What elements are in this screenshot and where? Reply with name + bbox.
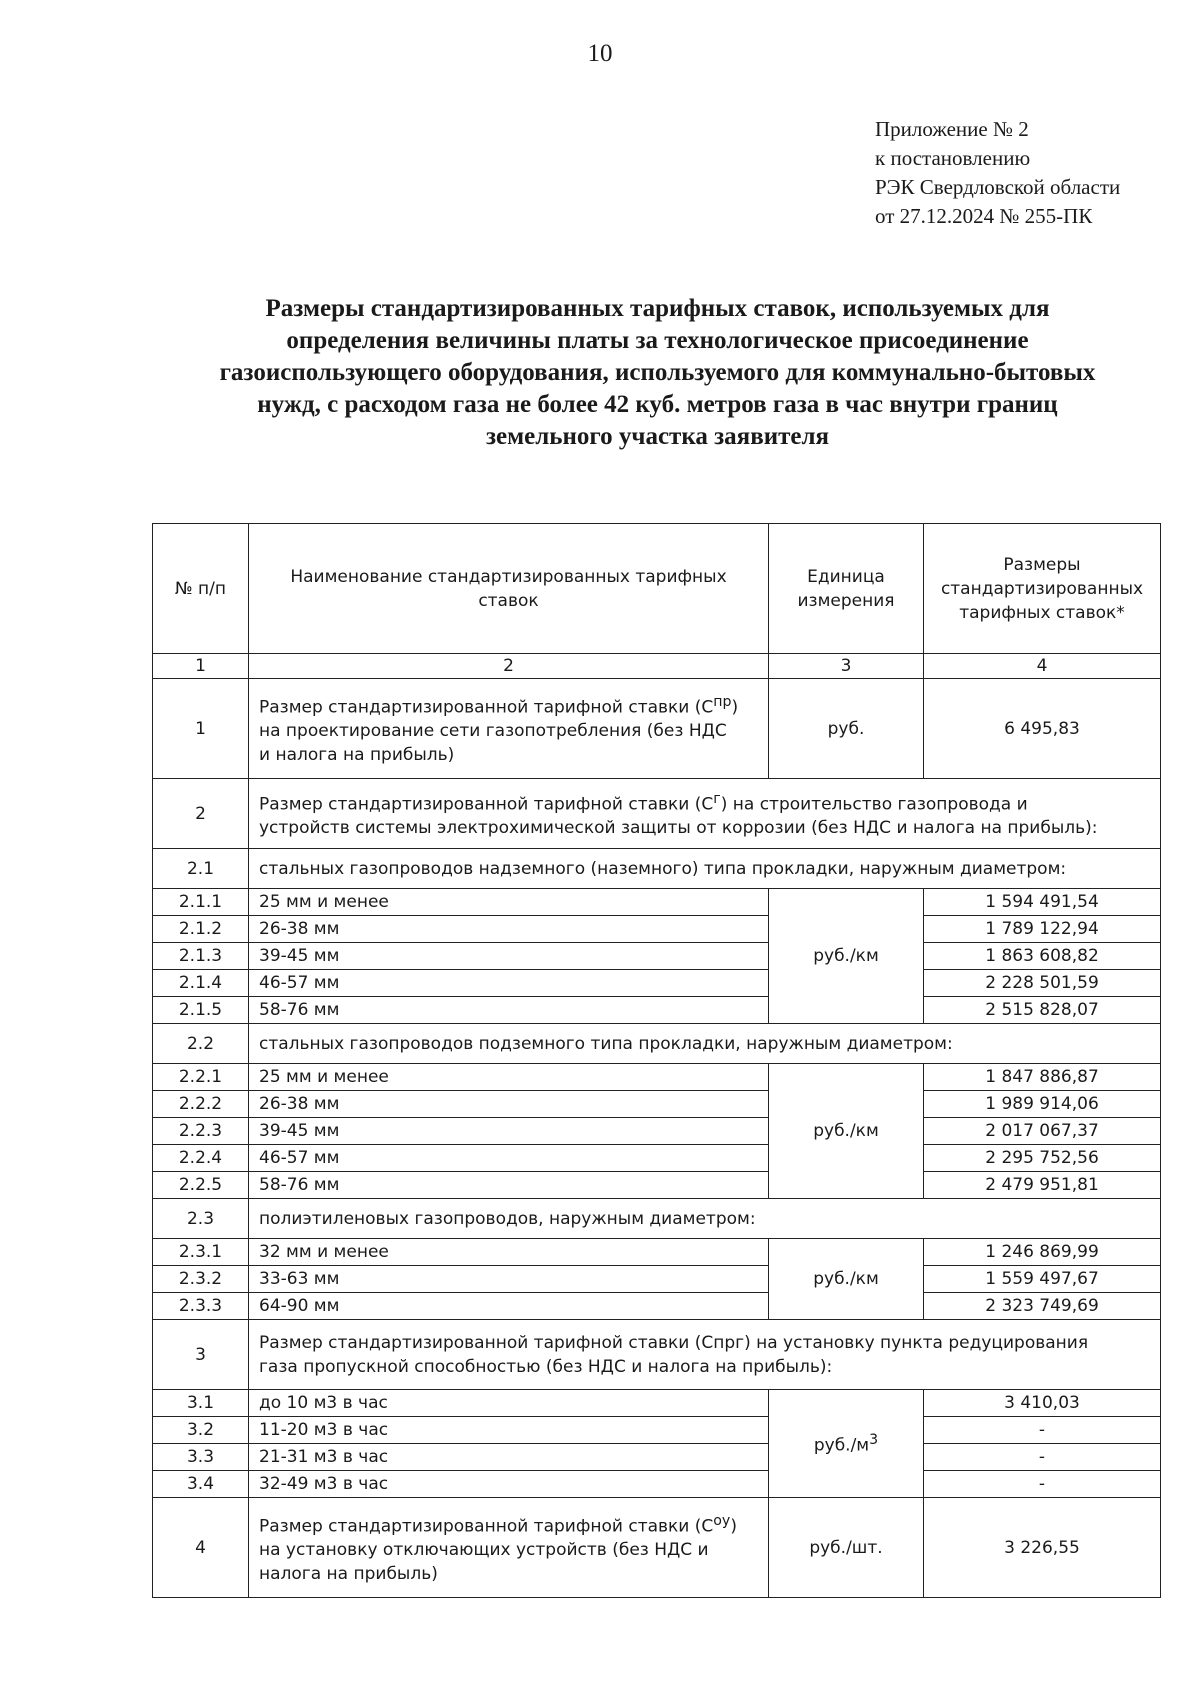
row-value: - [924, 1471, 1161, 1498]
title-line: земельного участка заявителя [485, 423, 830, 450]
row-number: 2.1.5 [153, 997, 249, 1024]
row-number: 2.2.1 [153, 1064, 249, 1091]
section-row [153, 779, 1161, 849]
row-number: 2.2.2 [153, 1091, 249, 1118]
subsection-row [153, 1024, 1161, 1064]
subsection-row [153, 1199, 1161, 1239]
row-number: 2.1.4 [153, 970, 249, 997]
row-value: 1 246 869,99 [924, 1239, 1161, 1266]
row-description: 25 мм и менее [249, 889, 769, 916]
row-number: 2 [153, 779, 249, 849]
column-index: 1 [153, 654, 249, 679]
column-index: 3 [769, 654, 924, 679]
row-value: 2 515 828,07 [924, 997, 1161, 1024]
row-value: 1 789 122,94 [924, 916, 1161, 943]
row-value: 6 495,83 [924, 679, 1161, 779]
appendix-line: РЭК Свердловской области [875, 175, 1121, 199]
row-number: 2.2.5 [153, 1172, 249, 1199]
row-unit: руб./шт. [769, 1498, 924, 1598]
row-description: 33-63 мм [249, 1266, 769, 1293]
table-row [153, 1091, 1161, 1118]
subsection-row [153, 849, 1161, 889]
row-value: 2 228 501,59 [924, 970, 1161, 997]
tariff-table [152, 523, 1161, 1598]
row-value: 1 847 886,87 [924, 1064, 1161, 1091]
row-number: 1 [153, 679, 249, 779]
table-row [153, 1498, 1161, 1598]
section-description: Размер стандартизированной тарифной ставки $(С^г)$ на строительство газопровода и устройств системы электрохимической защиты от коррозии (без НДС и налога на прибыль): [249, 779, 1161, 849]
row-value: - [924, 1444, 1161, 1471]
header-name: Наименование стандартизированных тарифных ставок [249, 524, 769, 654]
table-header-row [153, 524, 1161, 654]
row-value: 2 323 749,69 [924, 1293, 1161, 1320]
row-description: 21-31 м3 в час [249, 1444, 769, 1471]
table-row [153, 943, 1161, 970]
row-description: 58-76 мм [249, 1172, 769, 1199]
subsection-description: стальных газопроводов подземного типа прокладки, наружным диаметром: [249, 1024, 1161, 1064]
row-description: 46-57 мм [249, 1145, 769, 1172]
header-value: Размеры стандартизированных тарифных ставок* [924, 524, 1161, 654]
table-row [153, 1064, 1161, 1091]
column-index: 4 [924, 654, 1161, 679]
row-number: 2.2.4 [153, 1145, 249, 1172]
appendix-block [875, 115, 1120, 231]
row-description: Размер стандартизированной тарифной ставки $(С^{пр})$ на проектирование сети газопотребления (без НДС и налога на прибыль) [249, 679, 769, 779]
table-row [153, 970, 1161, 997]
row-number: 2.1 [153, 849, 249, 889]
row-description: 26-38 мм [249, 916, 769, 943]
row-value: 3 410,03 [924, 1390, 1161, 1417]
group-unit: $руб./м^3$ [769, 1390, 924, 1498]
row-number: 2.2 [153, 1024, 249, 1064]
row-number: 2.1.2 [153, 916, 249, 943]
row-value: 2 479 951,81 [924, 1172, 1161, 1199]
row-description: 32-49 м3 в час [249, 1471, 769, 1498]
row-description: 11-20 м3 в час [249, 1417, 769, 1444]
row-description: 25 мм и менее [249, 1064, 769, 1091]
table-row [153, 1390, 1161, 1417]
row-number: 3 [153, 1320, 249, 1390]
title-line: Размеры стандартизированных тарифных ставок, используемых для [265, 295, 1050, 322]
table-row [153, 1471, 1161, 1498]
row-number: 2.1.1 [153, 889, 249, 916]
table-row [153, 1293, 1161, 1320]
group-unit: руб./км [769, 889, 924, 1024]
column-index-row [153, 654, 1161, 679]
appendix-line: Приложение № 2 [875, 117, 1029, 141]
table-row [153, 997, 1161, 1024]
table-row [153, 679, 1161, 779]
title-line: нужд, с расходом газа не более 42 куб. метров газа в час внутри границ [257, 391, 1058, 418]
title-line: определения величины платы за технологическое присоединение [286, 327, 1029, 354]
row-description: 26-38 мм [249, 1091, 769, 1118]
row-description: 64-90 мм [249, 1293, 769, 1320]
row-number: 3.2 [153, 1417, 249, 1444]
section-description: Размер стандартизированной тарифной ставки (Спрг) на установку пункта редуцирования газа пропускной способностью (без НДС и налога на прибыль): [249, 1320, 1161, 1390]
row-number: 3.4 [153, 1471, 249, 1498]
table-row [153, 1239, 1161, 1266]
table-row [153, 916, 1161, 943]
row-unit: руб. [769, 679, 924, 779]
group-unit: руб./км [769, 1064, 924, 1199]
title-line: газоиспользующего оборудования, используемого для коммунально-бытовых [219, 359, 1096, 386]
subsection-description: полиэтиленовых газопроводов, наружным диаметром: [249, 1199, 1161, 1239]
row-value: - [924, 1417, 1161, 1444]
row-number: 2.3.2 [153, 1266, 249, 1293]
row-value: 1 559 497,67 [924, 1266, 1161, 1293]
row-description: до 10 м3 в час [249, 1390, 769, 1417]
row-description: 39-45 мм [249, 1118, 769, 1145]
row-number: 2.3.3 [153, 1293, 249, 1320]
table-row [153, 889, 1161, 916]
header-num: № п/п [153, 524, 249, 654]
appendix-line: к постановлению [875, 146, 1031, 170]
row-value: 1 594 491,54 [924, 889, 1161, 916]
row-number: 2.1.3 [153, 943, 249, 970]
row-number: 2.3 [153, 1199, 249, 1239]
row-value: 2 295 752,56 [924, 1145, 1161, 1172]
section-row [153, 1320, 1161, 1390]
row-description: 32 мм и менее [249, 1239, 769, 1266]
row-value: 3 226,55 [924, 1498, 1161, 1598]
row-value: 1 989 914,06 [924, 1091, 1161, 1118]
row-description: 46-57 мм [249, 970, 769, 997]
row-number: 2.2.3 [153, 1118, 249, 1145]
row-description: Размер стандартизированной тарифной ставки $(С^{оу})$ на установку отключающих устройств (без НДС и налога на прибыль) [249, 1498, 769, 1598]
row-number: 4 [153, 1498, 249, 1598]
table-row [153, 1266, 1161, 1293]
subsection-description: стальных газопроводов надземного (наземного) типа прокладки, наружным диаметром: [249, 849, 1161, 889]
column-index: 2 [249, 654, 769, 679]
row-number: 3.3 [153, 1444, 249, 1471]
document-title [140, 293, 1175, 453]
row-number: 2.3.1 [153, 1239, 249, 1266]
table-row [153, 1417, 1161, 1444]
row-number: 3.1 [153, 1390, 249, 1417]
row-description: 39-45 мм [249, 943, 769, 970]
table-row [153, 1444, 1161, 1471]
row-value: 2 017 067,37 [924, 1118, 1161, 1145]
row-description: 58-76 мм [249, 997, 769, 1024]
row-value: 1 863 608,82 [924, 943, 1161, 970]
appendix-line: от 27.12.2024 № 255-ПК [875, 204, 1093, 228]
page-number: 10 [587, 40, 613, 67]
table-row [153, 1145, 1161, 1172]
table-row [153, 1118, 1161, 1145]
group-unit: руб./км [769, 1239, 924, 1320]
header-unit: Единица измерения [769, 524, 924, 654]
table-row [153, 1172, 1161, 1199]
